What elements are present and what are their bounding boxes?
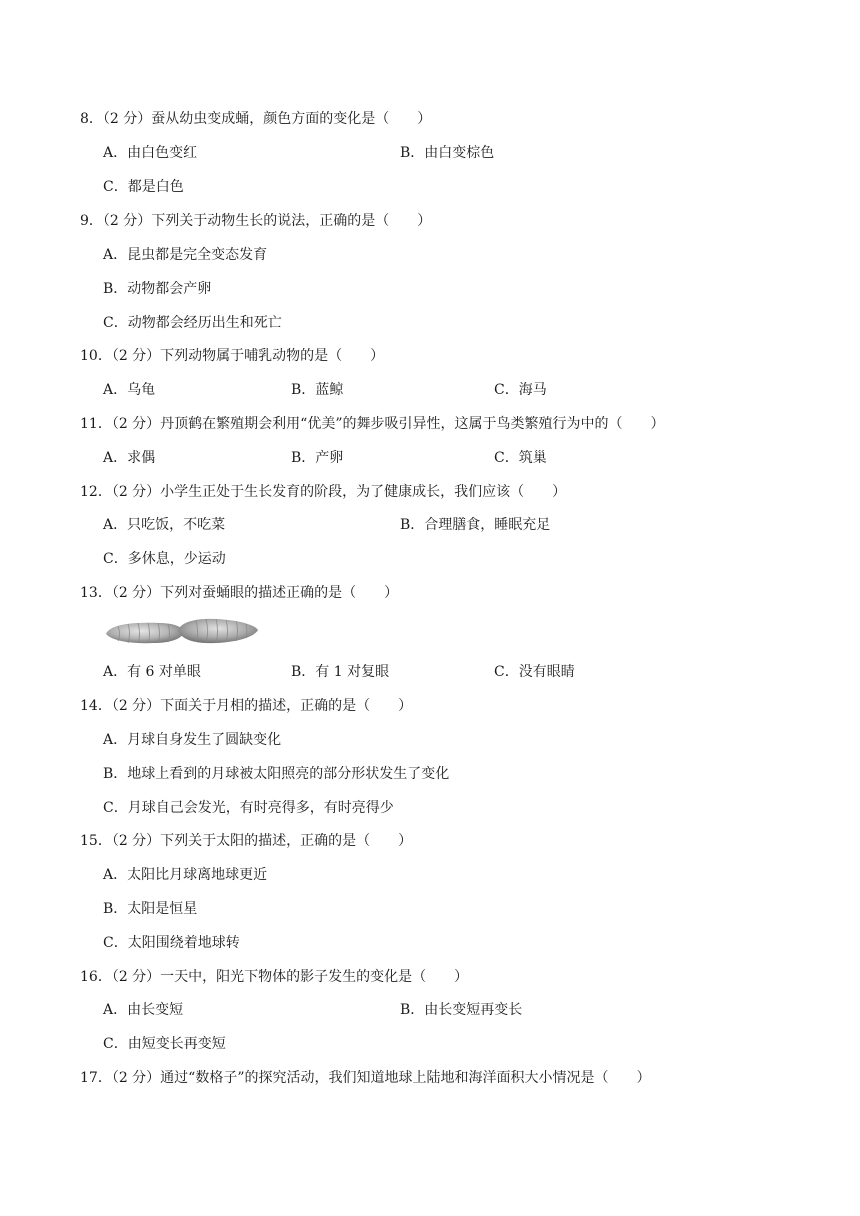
- question-8-stem: 8．（2 分）蚕从幼虫变成蛹，颜色方面的变化是（ ）: [80, 111, 432, 127]
- question-9-stem: 9．（2 分）下列关于动物生长的说法，正确的是（ ）: [80, 213, 432, 229]
- question-11-stem: 11．（2 分）丹顶鹤在繁殖期会利用“优美”的舞步吸引异性，这属于鸟类繁殖行为中的（ ）: [80, 416, 665, 432]
- question-15-option-a[interactable]: A．太阳比月球离地球更近: [103, 867, 268, 883]
- pupa-left: [106, 623, 184, 643]
- question-12-option-c[interactable]: C．多休息，少运动: [103, 551, 226, 567]
- question-9-option-c[interactable]: C．动物都会经历出生和死亡: [103, 315, 282, 331]
- question-8-option-c[interactable]: C．都是白色: [103, 179, 184, 195]
- question-10-stem: 10．（2 分）下列动物属于哺乳动物的是（ ）: [80, 348, 385, 364]
- question-14-stem: 14．（2 分）下面关于月相的描述，正确的是（ ）: [80, 698, 413, 714]
- question-13-option-b[interactable]: B．有 1 对复眼: [291, 664, 390, 680]
- question-9-option-b[interactable]: B．动物都会产卵: [103, 281, 212, 297]
- question-15-option-c[interactable]: C．太阳围绕着地球转: [103, 935, 240, 951]
- question-16-option-b[interactable]: B．由长变短再变长: [400, 1002, 523, 1018]
- question-12-stem: 12．（2 分）小学生正处于生长发育的阶段，为了健康成长，我们应该（ ）: [80, 484, 567, 500]
- question-10-option-a[interactable]: A．乌龟: [103, 382, 156, 398]
- question-11-option-b[interactable]: B．产卵: [291, 450, 344, 466]
- pupa-right: [178, 619, 258, 643]
- question-16-option-a[interactable]: A．由长变短: [103, 1002, 184, 1018]
- question-16-stem: 16．（2 分）一天中，阳光下物体的影子发生的变化是（ ）: [80, 969, 469, 985]
- question-10-option-c[interactable]: C．海马: [494, 382, 547, 398]
- question-9-option-a[interactable]: A．昆虫都是完全变态发育: [103, 247, 268, 263]
- question-14-option-a[interactable]: A．月球自身发生了圆缺变化: [103, 732, 282, 748]
- question-12-option-a[interactable]: A．只吃饭，不吃菜: [103, 517, 226, 533]
- silkworm-pupa-image: [104, 614, 260, 648]
- question-14-option-b[interactable]: B．地球上看到的月球被太阳照亮的部分形状发生了变化: [103, 766, 450, 782]
- question-15-option-b[interactable]: B．太阳是恒星: [103, 901, 198, 917]
- question-15-stem: 15．（2 分）下列关于太阳的描述，正确的是（ ）: [80, 833, 413, 849]
- question-11-option-a[interactable]: A．求偶: [103, 450, 156, 466]
- question-13-option-a[interactable]: A．有 6 对单眼: [103, 664, 201, 680]
- question-8-option-b[interactable]: B．由白变棕色: [400, 145, 495, 161]
- question-16-option-c[interactable]: C．由短变长再变短: [103, 1036, 226, 1052]
- question-8-option-a[interactable]: A．由白色变红: [103, 145, 198, 161]
- question-10-option-b[interactable]: B．蓝鲸: [291, 382, 344, 398]
- question-17-stem: 17．（2 分）通过“数格子”的探究活动，我们知道地球上陆地和海洋面积大小情况是（ ）: [80, 1070, 651, 1086]
- question-11-option-c[interactable]: C．筑巢: [494, 450, 547, 466]
- question-13-stem: 13．（2 分）下列对蚕蛹眼的描述正确的是（ ）: [80, 585, 399, 601]
- question-13-option-c[interactable]: C．没有眼睛: [494, 664, 575, 680]
- question-12-option-b[interactable]: B．合理膳食，睡眠充足: [400, 517, 551, 533]
- question-14-option-c[interactable]: C．月球自己会发光，有时亮得多，有时亮得少: [103, 800, 394, 816]
